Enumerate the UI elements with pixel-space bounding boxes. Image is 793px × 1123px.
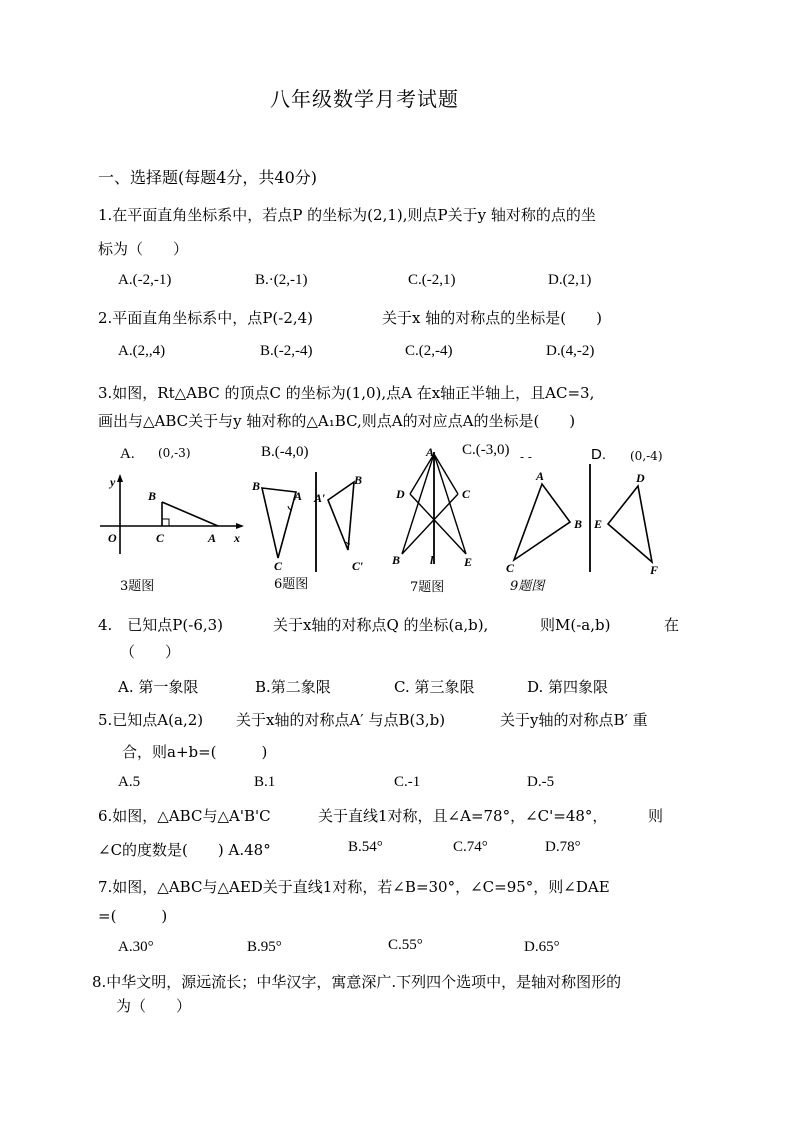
fig9-label-d: D [636,471,645,485]
figure-7-caption: 7题图 [410,580,445,595]
q7-option-c: C.55° [388,937,423,953]
fig3-label-o: O [108,531,117,545]
q7-option-a: A.30° [118,939,154,955]
fig9-label-e: E [594,517,603,531]
q5-line1a: 5.已知点A(a,2) [98,711,204,729]
figure-6 [248,468,378,574]
fig9-label-b: B [574,517,583,531]
q4-line1d: 在 [664,616,680,634]
q5-line1c: 关于y轴的对称点B′ 重 [500,711,648,729]
q4-line1b: 关于x轴的对称点Q 的坐标(a,b), [273,616,489,634]
fig6-label-c-prime: C′ [352,559,364,573]
q5-option-c: C.-1 [394,774,421,790]
fig6-label-a: A [294,489,303,503]
q7-line1: 7.如图，△ABC与△AED关于直线1对称，若∠B=30°，∠C=95°，则∠DAE [98,878,610,896]
fig6-label-b-prime: B [354,473,363,487]
q1-option-c: C.(-2,1) [408,272,456,288]
q1-line2: 标为（ ） [98,240,189,258]
fig7-label-e: E [464,555,473,569]
fig3-label-b: B [148,489,157,503]
q2-option-b: B.(-2,-4) [260,343,313,359]
fig9-label-a: A [536,469,545,483]
q6-line1c: 则 [648,807,664,825]
q3-option-a-label: A. [120,446,135,462]
q8-line2: 为（ ） [116,997,192,1015]
q6-option-d: D.78° [545,839,581,855]
fig3-label-a: A [208,531,217,545]
fig6-label-a-prime: A′ [314,491,326,505]
fig7-label-b: B [392,553,401,567]
q6-line1a: 6.如图，△ABC与△A'B'C [98,807,271,825]
q6-option-c: C.74° [453,839,488,855]
q3-option-c-tail: - - [520,450,532,464]
figure-7 [390,440,482,570]
q6-line2: ∠C的度数是( ) A.48° [98,841,271,859]
q7-option-d: D.65° [524,939,560,955]
q4-line1c: 则M(-a,b) [540,616,611,634]
page-title: 八年级数学月考试题 [270,87,459,111]
fig7-label-d: D [396,487,405,501]
q1-option-b: B.·(2,-1) [255,272,308,288]
q2-option-c: C.(2,-4) [405,343,453,359]
fig9-label-c: C [506,561,515,575]
fig7-label-l: l [430,553,434,567]
q7-line2: =( ) [98,907,168,925]
q5-line1b: 关于x轴的对称点A′ 与点B(3,b) [236,711,446,729]
q1-option-a: A.(-2,-1) [118,272,172,288]
fig9-label-f: F [650,563,659,577]
figure-9 [504,462,670,577]
q2-line1b: 关于x 轴的对称点的坐标是( ) [382,309,602,327]
fig7-label-a: A [426,445,435,459]
figure-6-caption: 6题图 [274,577,309,592]
q2-option-a: A.(2,,4) [118,343,166,359]
q4-option-b: B.第二象限 [255,678,331,696]
q5-option-d: D.-5 [527,774,555,790]
q4-line1a: 4. 已知点P(-6,3) [98,616,224,634]
fig6-label-c: C [274,559,283,573]
q1-line1: 1.在平面直角坐标系中，若点P 的坐标为(2,1),则点P关于y 轴对称的点的坐 [98,206,596,224]
q3-option-d-label: D. [591,446,606,463]
q1-option-d: D.(2,1) [548,272,592,288]
q3-line1: 3.如图，Rt△ABC 的顶点C 的坐标为(1,0),点A 在x轴正半轴上，且AC=3, [98,384,595,402]
q5-option-a: A.5 [118,774,141,790]
q3-option-d-value: (0,-4) [630,449,663,463]
q6-option-b: B.54° [348,839,383,855]
fig6-label-b: B [252,479,261,493]
fig7-label-c: C [462,487,471,501]
fig3-label-x: x [234,531,240,545]
fig3-label-y: y [110,475,116,489]
figure-3-caption: 3题图 [120,579,155,594]
figure-3 [96,474,246,574]
q2-line1a: 2.平面直角坐标系中，点P(-2,4) [98,309,314,327]
fig3-label-c: C [156,531,165,545]
q3-option-a-value: (0,-3) [158,446,191,460]
q2-option-d: D.(4,-2) [546,343,595,359]
q3-option-c: C.(-3,0) [462,442,510,458]
figure-9-caption: 9题图 [510,579,545,594]
q7-option-b: B.95° [247,939,282,955]
q8-line1: 8.中华文明，源远流长；中华汉字，寓意深广.下列四个选项中，是轴对称图形的 [92,973,622,991]
q4-option-d: D. 第四象限 [527,678,609,696]
q6-line1b: 关于直线1对称，且∠A=78°，∠C'=48°， [318,807,608,825]
q3-option-b: B.(-4,0) [261,444,309,460]
q5-option-b: B.1 [254,774,276,790]
q4-option-c: C. 第三象限 [394,678,475,696]
q5-line2: 合，则a+b=( ) [122,743,268,761]
q3-line2: 画出与△ABC关于与y 轴对称的△A₁BC,则点A的对应点A的坐标是( ) [98,412,576,430]
section-heading: 一、选择题(每题4分，共40分) [98,168,318,187]
q4-option-a: A. 第一象限 [118,678,199,696]
q4-line2: （ ） [120,643,181,661]
